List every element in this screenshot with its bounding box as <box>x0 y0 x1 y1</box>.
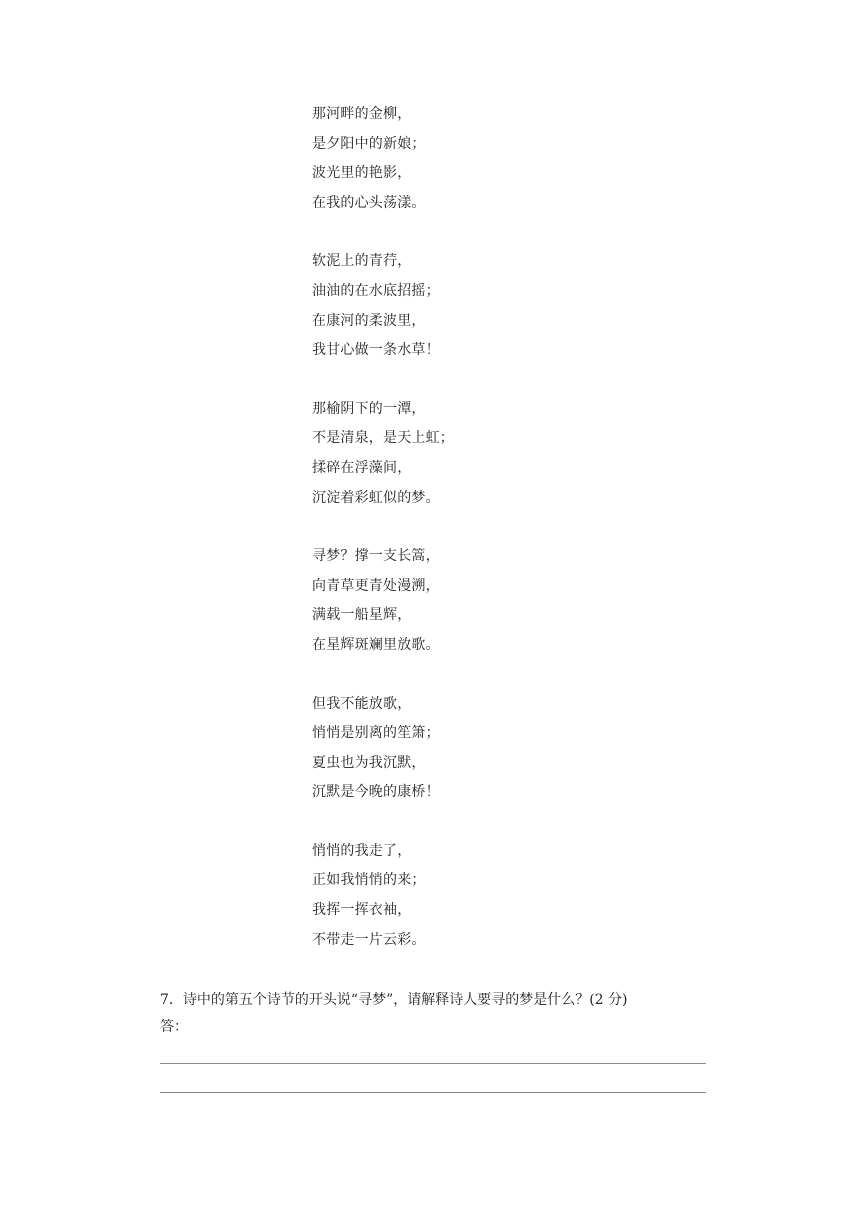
poem-line: 在康河的柔波里， <box>312 312 426 329</box>
poem-line: 但我不能放歌， <box>312 695 412 712</box>
answer-label: 答： <box>160 1019 188 1035</box>
poem-line: 寻梦？撑一支长篙， <box>312 548 440 565</box>
poem-line: 那榆阴下的一潭， <box>312 400 426 417</box>
poem-stanza <box>312 100 612 218</box>
question-text: 7．诗中的第五个诗节的开头说“寻梦”，请解释诗人要寻的梦是什么？(2 分) <box>160 992 628 1008</box>
poem-line: 在我的心头荡漾。 <box>312 194 426 211</box>
poem-line: 波光里的艳影， <box>312 165 412 182</box>
poem-line: 悄悄的我走了， <box>312 842 412 859</box>
poem-line: 揉碎在浮藻间， <box>312 459 412 476</box>
poem-line: 油油的在水底招摇； <box>312 282 440 299</box>
poem-line: 我挥一挥衣袖， <box>312 902 412 919</box>
answer-line[interactable] <box>160 1092 706 1093</box>
poem-line: 不带走一片云彩。 <box>312 931 426 948</box>
poem-stanza <box>312 395 612 513</box>
answer-line[interactable] <box>160 1063 706 1064</box>
question-block <box>160 987 720 1041</box>
poem <box>312 100 612 984</box>
poem-line: 满载一船星辉， <box>312 607 412 624</box>
poem-line: 沉淀着彩虹似的梦。 <box>312 489 440 506</box>
poem-line: 沉默是今晚的康桥！ <box>312 784 440 801</box>
poem-line: 在星辉斑斓里放歌。 <box>312 636 440 653</box>
poem-stanza <box>312 690 612 808</box>
poem-stanza <box>312 542 612 660</box>
poem-line: 软泥上的青荇， <box>312 253 412 270</box>
poem-stanza <box>312 247 612 365</box>
poem-line: 那河畔的金柳， <box>312 106 412 122</box>
poem-line: 夏虫也为我沉默， <box>312 754 426 771</box>
poem-line: 是夕阳中的新娘； <box>312 135 426 152</box>
poem-line: 正如我悄悄的来； <box>312 872 426 889</box>
poem-line: 我甘心做一条水草！ <box>312 342 440 359</box>
poem-line: 不是清泉，是天上虹； <box>312 430 454 447</box>
poem-stanza <box>312 837 612 955</box>
poem-line: 向青草更青处漫溯， <box>312 577 440 594</box>
poem-line: 悄悄是别离的笙箫； <box>312 725 440 742</box>
